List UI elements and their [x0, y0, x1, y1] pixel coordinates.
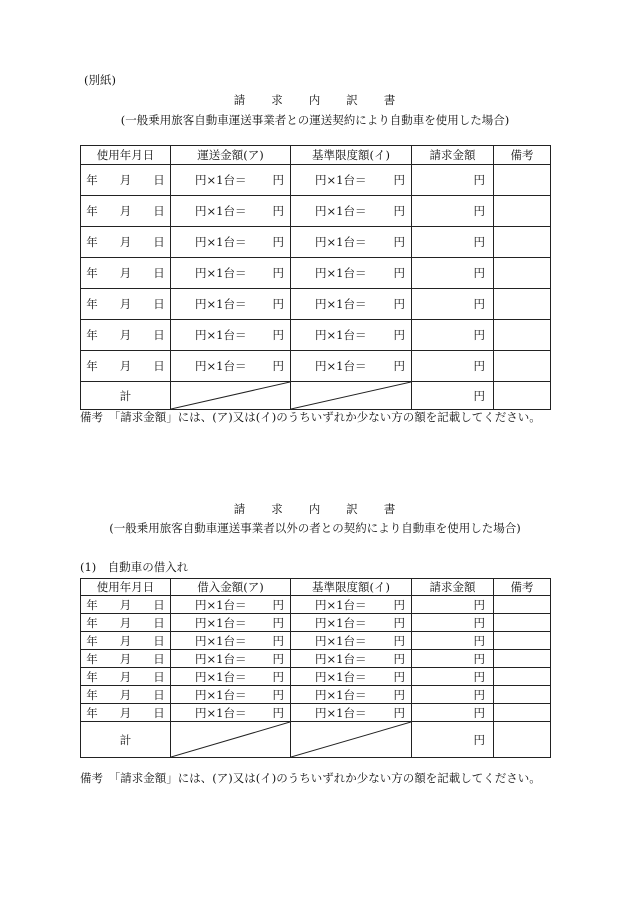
yen-unit: 円	[393, 597, 405, 612]
remarks-cell[interactable]	[494, 632, 551, 650]
yen-unit: 円	[272, 705, 284, 720]
month-unit: 月	[119, 173, 132, 187]
amount-cell[interactable]	[171, 165, 291, 196]
unit-price-label: 円×1台＝	[195, 669, 247, 684]
table-row	[81, 632, 551, 650]
section2-subtitle: (一般乗用旅客自動車運送事業者以外の者との契約により自動車を使用した場合)	[109, 521, 521, 535]
table-row	[81, 704, 551, 722]
day-unit: 日	[153, 328, 165, 342]
year-unit: 年	[86, 705, 98, 720]
date-cell[interactable]	[81, 165, 171, 196]
table-row	[81, 320, 551, 351]
total-row	[81, 382, 551, 410]
limit-cell[interactable]	[291, 258, 412, 289]
remarks-cell[interactable]	[494, 686, 551, 704]
amount-cell[interactable]	[171, 289, 291, 320]
amount-header: 借入金額(ア)	[171, 579, 291, 596]
year-unit: 年	[86, 597, 98, 612]
table-row	[81, 351, 551, 382]
table-row	[81, 227, 551, 258]
yen-unit: 円	[272, 615, 284, 630]
unit-price-label: 円×1台＝	[195, 615, 247, 630]
diagonal-slash	[171, 382, 290, 409]
unit-price-label: 円×1台＝	[315, 266, 367, 280]
claim-cell[interactable]: 円	[412, 650, 494, 668]
day-unit: 日	[153, 669, 165, 684]
limit-total-crossed	[291, 722, 412, 758]
day-unit: 日	[153, 235, 165, 249]
day-unit: 日	[153, 651, 165, 666]
claim-total-cell[interactable]: 円	[412, 722, 494, 758]
remarks-total-cell[interactable]	[494, 722, 551, 758]
unit-price-label: 円×1台＝	[195, 359, 247, 373]
unit-price-label: 円×1台＝	[195, 173, 247, 187]
amount-cell[interactable]	[171, 614, 291, 632]
month-unit: 月	[119, 297, 132, 311]
unit-price-label: 円×1台＝	[315, 297, 367, 311]
claim-cell[interactable]: 円	[412, 704, 494, 722]
limit-cell[interactable]	[291, 196, 412, 227]
remarks-cell[interactable]	[494, 596, 551, 614]
yen-unit: 円	[272, 597, 284, 612]
year-unit: 年	[86, 633, 98, 648]
yen-unit: 円	[272, 235, 284, 249]
yen-unit: 円	[272, 359, 284, 373]
total-label: 計	[81, 382, 171, 410]
limit-cell[interactable]	[291, 165, 412, 196]
date-header: 使用年月日	[81, 579, 171, 596]
year-unit: 年	[86, 173, 98, 187]
remarks-cell[interactable]	[494, 227, 551, 258]
section1-note: 備考 「請求金額」には、(ア)又は(イ)のうちいずれか少ない方の額を記載してください。	[80, 410, 541, 424]
day-unit: 日	[153, 173, 165, 187]
limit-cell[interactable]	[291, 320, 412, 351]
date-cell[interactable]	[81, 614, 171, 632]
yen-unit: 円	[393, 651, 405, 666]
day-unit: 日	[153, 633, 165, 648]
unit-price-label: 円×1台＝	[315, 669, 367, 684]
table-row	[81, 686, 551, 704]
section2-subheading: (1) 自動車の借入れ	[80, 560, 189, 574]
month-unit: 月	[119, 705, 132, 720]
unit-price-label: 円×1台＝	[315, 633, 367, 648]
year-unit: 年	[86, 359, 98, 373]
total-row	[81, 722, 551, 758]
claim-cell[interactable]: 円	[412, 596, 494, 614]
claim-cell[interactable]: 円	[412, 668, 494, 686]
unit-price-label: 円×1台＝	[315, 173, 367, 187]
yen-unit: 円	[272, 651, 284, 666]
day-unit: 日	[153, 266, 165, 280]
limit-cell[interactable]	[291, 614, 412, 632]
unit-price-label: 円×1台＝	[315, 359, 367, 373]
unit-price-label: 円×1台＝	[195, 687, 247, 702]
amount-header: 運送金額(ア)	[171, 146, 291, 165]
section2-title: 請 求 内 訳 書	[233, 502, 397, 516]
date-cell[interactable]	[81, 686, 171, 704]
limit-cell[interactable]	[291, 351, 412, 382]
claim-cell[interactable]: 円	[412, 686, 494, 704]
amount-cell[interactable]	[171, 596, 291, 614]
claim-cell[interactable]: 円	[412, 351, 494, 382]
year-unit: 年	[86, 266, 98, 280]
unit-price-label: 円×1台＝	[195, 266, 247, 280]
unit-price-label: 円×1台＝	[315, 651, 367, 666]
remarks-cell[interactable]	[494, 289, 551, 320]
month-unit: 月	[119, 597, 132, 612]
limit-cell[interactable]	[291, 227, 412, 258]
table-row	[81, 614, 551, 632]
unit-price-label: 円×1台＝	[315, 235, 367, 249]
date-header: 使用年月日	[81, 146, 171, 165]
limit-cell[interactable]	[291, 289, 412, 320]
amount-cell[interactable]	[171, 320, 291, 351]
month-unit: 月	[119, 687, 132, 702]
limit-cell[interactable]	[291, 686, 412, 704]
claim-cell[interactable]: 円	[412, 196, 494, 227]
year-unit: 年	[86, 328, 98, 342]
month-unit: 月	[119, 359, 132, 373]
attachment-label: (別紙)	[84, 73, 116, 87]
year-unit: 年	[86, 297, 98, 311]
remarks-header: 備考	[494, 579, 551, 596]
day-unit: 日	[153, 297, 165, 311]
date-cell[interactable]	[81, 596, 171, 614]
yen-unit: 円	[272, 328, 284, 342]
limit-header: 基準限度額(イ)	[291, 146, 412, 165]
month-unit: 月	[119, 328, 132, 342]
date-cell[interactable]	[81, 196, 171, 227]
date-cell[interactable]	[81, 704, 171, 722]
section2-note: 備考 「請求金額」には、(ア)又は(イ)のうちいずれか少ない方の額を記載してください。	[80, 771, 541, 785]
month-unit: 月	[119, 266, 132, 280]
amount-total-crossed	[171, 382, 291, 410]
unit-price-label: 円×1台＝	[195, 705, 247, 720]
amount-cell[interactable]	[171, 704, 291, 722]
amount-cell[interactable]	[171, 351, 291, 382]
diagonal-slash	[171, 722, 290, 757]
day-unit: 日	[153, 687, 165, 702]
unit-price-label: 円×1台＝	[315, 705, 367, 720]
unit-price-label: 円×1台＝	[315, 615, 367, 630]
limit-cell[interactable]	[291, 632, 412, 650]
month-unit: 月	[119, 633, 132, 648]
unit-price-label: 円×1台＝	[315, 204, 367, 218]
claim-cell[interactable]: 円	[412, 320, 494, 351]
month-unit: 月	[119, 235, 132, 249]
limit-header: 基準限度額(イ)	[291, 579, 412, 596]
remarks-header: 備考	[494, 146, 551, 165]
day-unit: 日	[153, 615, 165, 630]
yen-unit: 円	[272, 204, 284, 218]
yen-unit: 円	[393, 235, 405, 249]
remarks-total-cell[interactable]	[494, 382, 551, 410]
claim-cell[interactable]: 円	[412, 258, 494, 289]
date-cell[interactable]	[81, 668, 171, 686]
date-cell[interactable]	[81, 632, 171, 650]
claim-cell[interactable]: 円	[412, 165, 494, 196]
date-cell[interactable]	[81, 289, 171, 320]
section1-subtitle: (一般乗用旅客自動車運送事業者との運送契約により自動車を使用した場合)	[120, 113, 510, 127]
section2-table	[80, 578, 551, 758]
claim-total-cell[interactable]: 円	[412, 382, 494, 410]
day-unit: 日	[153, 204, 165, 218]
remarks-cell[interactable]	[494, 258, 551, 289]
remarks-cell[interactable]	[494, 668, 551, 686]
amount-cell[interactable]	[171, 686, 291, 704]
claim-header: 請求金額	[412, 146, 494, 165]
yen-unit: 円	[272, 633, 284, 648]
yen-unit: 円	[393, 204, 405, 218]
amount-cell[interactable]	[171, 650, 291, 668]
unit-price-label: 円×1台＝	[195, 297, 247, 311]
yen-unit: 円	[393, 615, 405, 630]
unit-price-label: 円×1台＝	[195, 633, 247, 648]
yen-unit: 円	[393, 669, 405, 684]
limit-cell[interactable]	[291, 650, 412, 668]
yen-unit: 円	[272, 266, 284, 280]
table-row	[81, 289, 551, 320]
unit-price-label: 円×1台＝	[315, 597, 367, 612]
yen-unit: 円	[393, 705, 405, 720]
unit-price-label: 円×1台＝	[195, 328, 247, 342]
amount-cell[interactable]	[171, 632, 291, 650]
amount-cell[interactable]	[171, 668, 291, 686]
amount-cell[interactable]	[171, 258, 291, 289]
limit-cell[interactable]	[291, 704, 412, 722]
yen-unit: 円	[272, 669, 284, 684]
yen-unit: 円	[393, 633, 405, 648]
yen-unit: 円	[393, 297, 405, 311]
month-unit: 月	[119, 204, 132, 218]
year-unit: 年	[86, 235, 98, 249]
section1-title: 請 求 内 訳 書	[233, 93, 397, 107]
amount-cell[interactable]	[171, 227, 291, 258]
yen-unit: 円	[272, 173, 284, 187]
date-cell[interactable]	[81, 650, 171, 668]
year-unit: 年	[86, 669, 98, 684]
yen-unit: 円	[393, 328, 405, 342]
month-unit: 月	[119, 615, 132, 630]
claim-cell[interactable]: 円	[412, 614, 494, 632]
day-unit: 日	[153, 705, 165, 720]
remarks-cell[interactable]	[494, 614, 551, 632]
year-unit: 年	[86, 687, 98, 702]
claim-cell[interactable]: 円	[412, 227, 494, 258]
day-unit: 日	[153, 597, 165, 612]
remarks-cell[interactable]	[494, 320, 551, 351]
table-row	[81, 668, 551, 686]
amount-cell[interactable]	[171, 196, 291, 227]
limit-cell[interactable]	[291, 668, 412, 686]
day-unit: 日	[153, 359, 165, 373]
table-row	[81, 196, 551, 227]
yen-unit: 円	[393, 687, 405, 702]
total-label: 計	[81, 722, 171, 758]
yen-unit: 円	[272, 297, 284, 311]
limit-total-crossed	[291, 382, 412, 410]
remarks-cell[interactable]	[494, 650, 551, 668]
section1-table	[80, 145, 551, 410]
date-cell[interactable]	[81, 258, 171, 289]
remarks-cell[interactable]	[494, 196, 551, 227]
diagonal-slash	[291, 382, 411, 409]
table-row	[81, 596, 551, 614]
year-unit: 年	[86, 204, 98, 218]
amount-total-crossed	[171, 722, 291, 758]
unit-price-label: 円×1台＝	[195, 651, 247, 666]
unit-price-label: 円×1台＝	[195, 235, 247, 249]
date-cell[interactable]	[81, 320, 171, 351]
unit-price-label: 円×1台＝	[195, 597, 247, 612]
limit-cell[interactable]	[291, 596, 412, 614]
diagonal-slash	[291, 722, 411, 757]
year-unit: 年	[86, 615, 98, 630]
remarks-cell[interactable]	[494, 165, 551, 196]
yen-unit: 円	[393, 359, 405, 373]
unit-price-label: 円×1台＝	[195, 204, 247, 218]
yen-unit: 円	[393, 266, 405, 280]
table-row	[81, 165, 551, 196]
claim-header: 請求金額	[412, 579, 494, 596]
month-unit: 月	[119, 651, 132, 666]
unit-price-label: 円×1台＝	[315, 328, 367, 342]
date-cell[interactable]	[81, 227, 171, 258]
date-cell[interactable]	[81, 351, 171, 382]
year-unit: 年	[86, 651, 98, 666]
remarks-cell[interactable]	[494, 351, 551, 382]
unit-price-label: 円×1台＝	[315, 687, 367, 702]
claim-cell[interactable]: 円	[412, 632, 494, 650]
month-unit: 月	[119, 669, 132, 684]
yen-unit: 円	[272, 687, 284, 702]
claim-cell[interactable]: 円	[412, 289, 494, 320]
yen-unit: 円	[393, 173, 405, 187]
table-row	[81, 258, 551, 289]
table-row	[81, 650, 551, 668]
remarks-cell[interactable]	[494, 704, 551, 722]
